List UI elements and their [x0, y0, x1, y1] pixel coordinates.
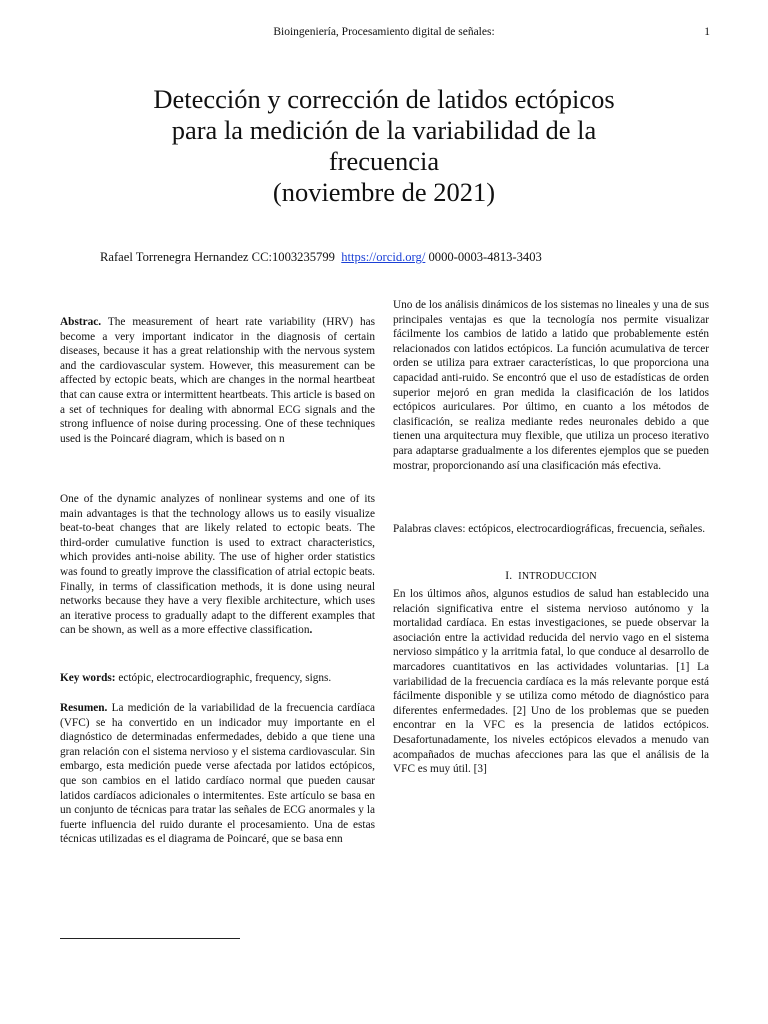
section-number: I.: [505, 570, 513, 582]
resumen-continuation-text: Uno de los análisis dinámicos de los sistemas no lineales y una de sus principales ventajas es que la tecnología nos permite visualizar fácilmente los cambios de latido a latido que probablemente estén relacionados con latidos ectópicos. La función acumulativa de tercer orden se utiliza para extraer características, lo que proporciona una capacidad anti-ruido. Se encontró que el uso de estadísticas de orden superior mejoró en gran medida la clasificación de los latidos ectópicos auriculares. Por último, en cuanto a los métodos de clasificación, se realiza mediante redes neuronales debido a que tienen una arquitectura muy flexible, que utiliza un proceso iterativo para adaptarse gradualmente a los diferentes ejemplos que se pueden mostrar, proporcionando así una clasificación más efectiva.: [393, 299, 709, 472]
title-line-2: para la medición de la variabilidad de la: [171, 115, 597, 145]
abstract-continuation-text: One of the dynamic analyzes of nonlinear systems and one of its main advantages is that the technology allows us to easily visualize beat-to-beat changes that are likely related to ectopic beats. The third-order cumulative function is used to extract characteristics, which provides anti-noise ability. The use of higher order statistics was found to greatly improve the classification of atrial ectopic beats. Finally, in terms of classification methods, it is done using neural networks because they have a very flexible architecture, which uses an iterative process to gradually adapt to the different examples that can be shown, as well as a more effective classification: [60, 493, 375, 637]
abstract-en: [60, 315, 375, 446]
orcid-id: 0000-0003-4813-3403: [428, 250, 542, 264]
resumen-label: Resumen.: [60, 702, 108, 714]
section-heading: [393, 569, 709, 585]
abstract-en-continuation: [60, 492, 375, 638]
keywords-es-text: Palabras claves: ectópicos, electrocardiográficas, frecuencia, señales.: [393, 523, 706, 535]
paper-title: [84, 84, 684, 208]
keywords-en-text: ectópic, electrocardiographic, frequency, signs.: [118, 672, 332, 684]
introduction-body: [393, 587, 709, 777]
abstract-text: The measurement of heart rate variability (HRV) has become a very important indicator in the diagnosis of certain diseases, because it has a great relationship with the nervous system and the cardiovascular system. However, this measurement can be affected by ectopic beats, which are changes in the normal heartbeat that can cause extra or intermittent heartbeats. This article is based on a set of techniques for dealing with abnormal ECG signals and the strong influence of noise during processing. One of these techniques used is the Poincaré diagram, which is based on n: [60, 316, 375, 445]
page-number: 1: [704, 26, 710, 38]
resumen-continuation: [393, 298, 709, 473]
keywords-en-label: Key words:: [60, 672, 116, 684]
footnote-rule: [60, 938, 240, 939]
keywords-es: [393, 522, 709, 537]
title-line-3: frecuencia: [328, 146, 440, 176]
resumen: [60, 701, 375, 847]
section-title: INTRODUCCION: [518, 571, 597, 582]
author-name: Rafael Torrenegra Hernandez CC:1003235799: [100, 250, 335, 264]
title-line-1: Detección y corrección de latidos ectópicos: [153, 84, 615, 114]
keywords-en: [60, 671, 375, 686]
resumen-text: La medición de la variabilidad de la frecuencia cardíaca (VFC) se ha convertido en un indicador muy importante en el diagnóstico de determinadas enfermedades, debido a que tiene una gran relación con el sistema nervioso y el sistema cardiovascular. Sin embargo, esta medición puede verse afectada por latidos ectópicos, que son cambios en el latido cardíaco normal que pueden causar latidos cardíacos adicionales o intermitentes. Este artículo se basa en un conjunto de técnicas para tratar las señales de ECG anormales y la fuerte influencia del ruido durante el procesamiento. Una de estas técnicas utilizadas es el diagrama de Poincaré, que se basa enn: [60, 702, 376, 846]
running-header: [0, 26, 768, 42]
title-line-4: (noviembre de 2021): [272, 177, 496, 207]
orcid-link[interactable]: https://orcid.org/: [341, 250, 426, 264]
running-title: Bioingeniería, Procesamiento digital de señales:: [273, 26, 495, 38]
abstract-label: Abstrac.: [60, 316, 102, 328]
introduction-text: En los últimos años, algunos estudios de salud han establecido una relación significativa entre el sistema nervioso autónomo y la mortalidad cardíaca. En estas investigaciones, se puede observar la asociación entre la actividad reducida del nervio vago en el sistema nervioso simpático y la arritmia fatal, lo que conduce al desarrollo de marcadores cuantitativos en las actividades voluntarias. [1] La variabilidad de la frecuencia cardíaca es la más relevante porque está fácilmente disponible y se utiliza como método de diagnóstico para diferentes enfermedades. [2] Uno de los problemas que se pueden encontrar en la VFC es la presencia de latidos ectópicos. Desafortunadamente, los niveles ectópicos elevados a menudo van acompañados de muchas afecciones para las que el análisis de la VFC es muy útil. [3]: [393, 588, 709, 776]
author-line: [100, 250, 720, 265]
abstract-continuation-end: .: [309, 624, 313, 637]
